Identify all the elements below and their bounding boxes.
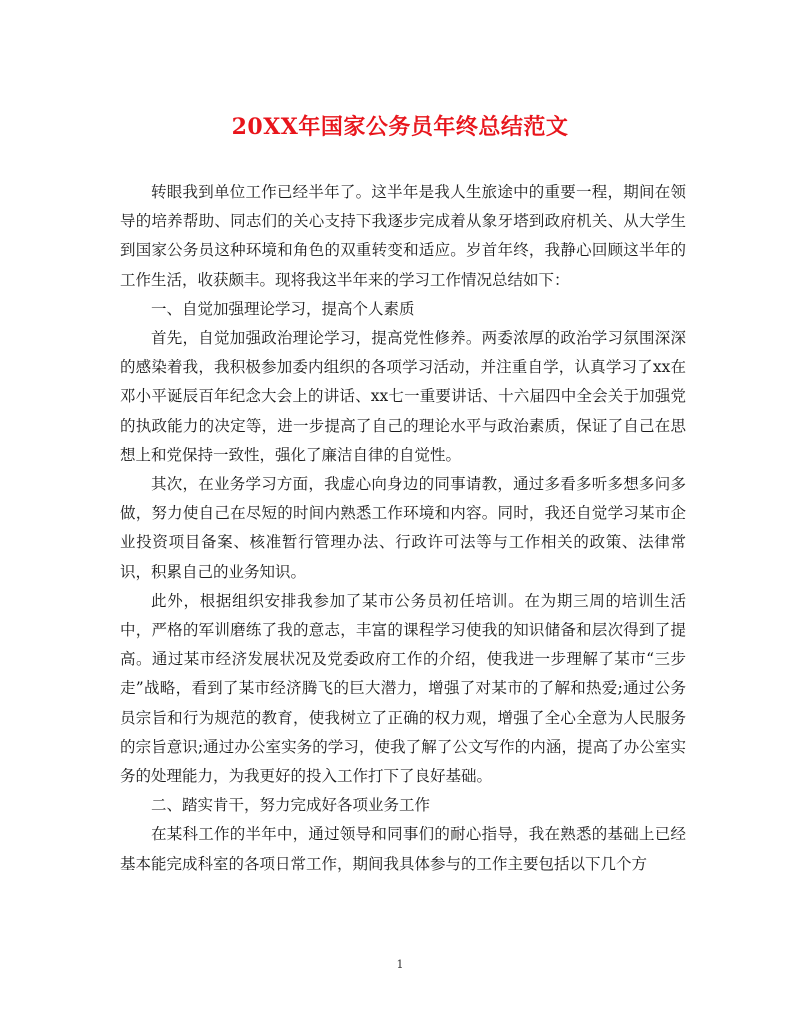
section-heading-2: 二、踏实肯干，努力完成好各项业务工作 (151, 796, 431, 815)
document-body (120, 178, 686, 879)
document-title: 20XX年国家公务员年终总结范文 (231, 114, 569, 140)
paragraph-work: 在某科工作的半年中，通过领导和同事们的耐心指导，我在熟悉的基础上已经基本能完成科室的各项日常工作，期间我具体参与的工作主要包括以下几个方 (120, 825, 686, 873)
paragraph-political-study: 首先，自觉加强政治理论学习，提高党性修养。两委浓厚的政治学习氛围深深的感染着我，我积极参加委内组织的各项学习活动，并注重自学，认真学习了xx在邓小平诞辰百年纪念大会上的讲话、xx七一重要讲话、十六届四中全会关于加强党的执政能力的决定等，进一步提高了自己的理论水平与政治素质，保证了自己在思想上和党保持一致性，强化了廉洁自律的自觉性。 (120, 329, 686, 464)
section-heading-1: 一、自觉加强理论学习，提高个人素质 (151, 299, 415, 318)
paragraph-business-study: 其次，在业务学习方面，我虚心向身边的同事请教，通过多看多听多想多问多做，努力使自己在尽短的时间内熟悉工作环境和内容。同时，我还自觉学习某市企业投资项目备案、核准暂行管理办法、行政许可法等与工作相关的政策、法律常识，积累自己的业务知识。 (120, 475, 686, 581)
paragraph-intro: 转眼我到单位工作已经半年了。这半年是我人生旅途中的重要一程，期间在领导的培养帮助、同志们的关心支持下我逐步完成着从象牙塔到政府机关、从大学生到国家公务员这种环境和角色的双重转变和适应。岁首年终，我静心回顾这半年的工作生活，收获颇丰。现将我这半年来的学习工作情况总结如下： (120, 183, 686, 289)
paragraph-training: 此外，根据组织安排我参加了某市公务员初任培训。在为期三周的培训生活中，严格的军训磨练了我的意志，丰富的课程学习使我的知识储备和层次得到了提高。通过某市经济发展状况及党委政府工作的介绍，使我进一步理解了某市“三步走”战略，看到了某市经济腾飞的巨大潜力，增强了对某市的了解和热爱;通过公务员宗旨和行为规范的教育，使我树立了正确的权力观，增强了全心全意为人民服务的宗旨意识;通过办公室实务的学习，使我了解了公文写作的内涵，提高了办公室实务的处理能力，为我更好的投入工作打下了良好基础。 (120, 591, 686, 786)
page-number: 1 (396, 958, 404, 971)
